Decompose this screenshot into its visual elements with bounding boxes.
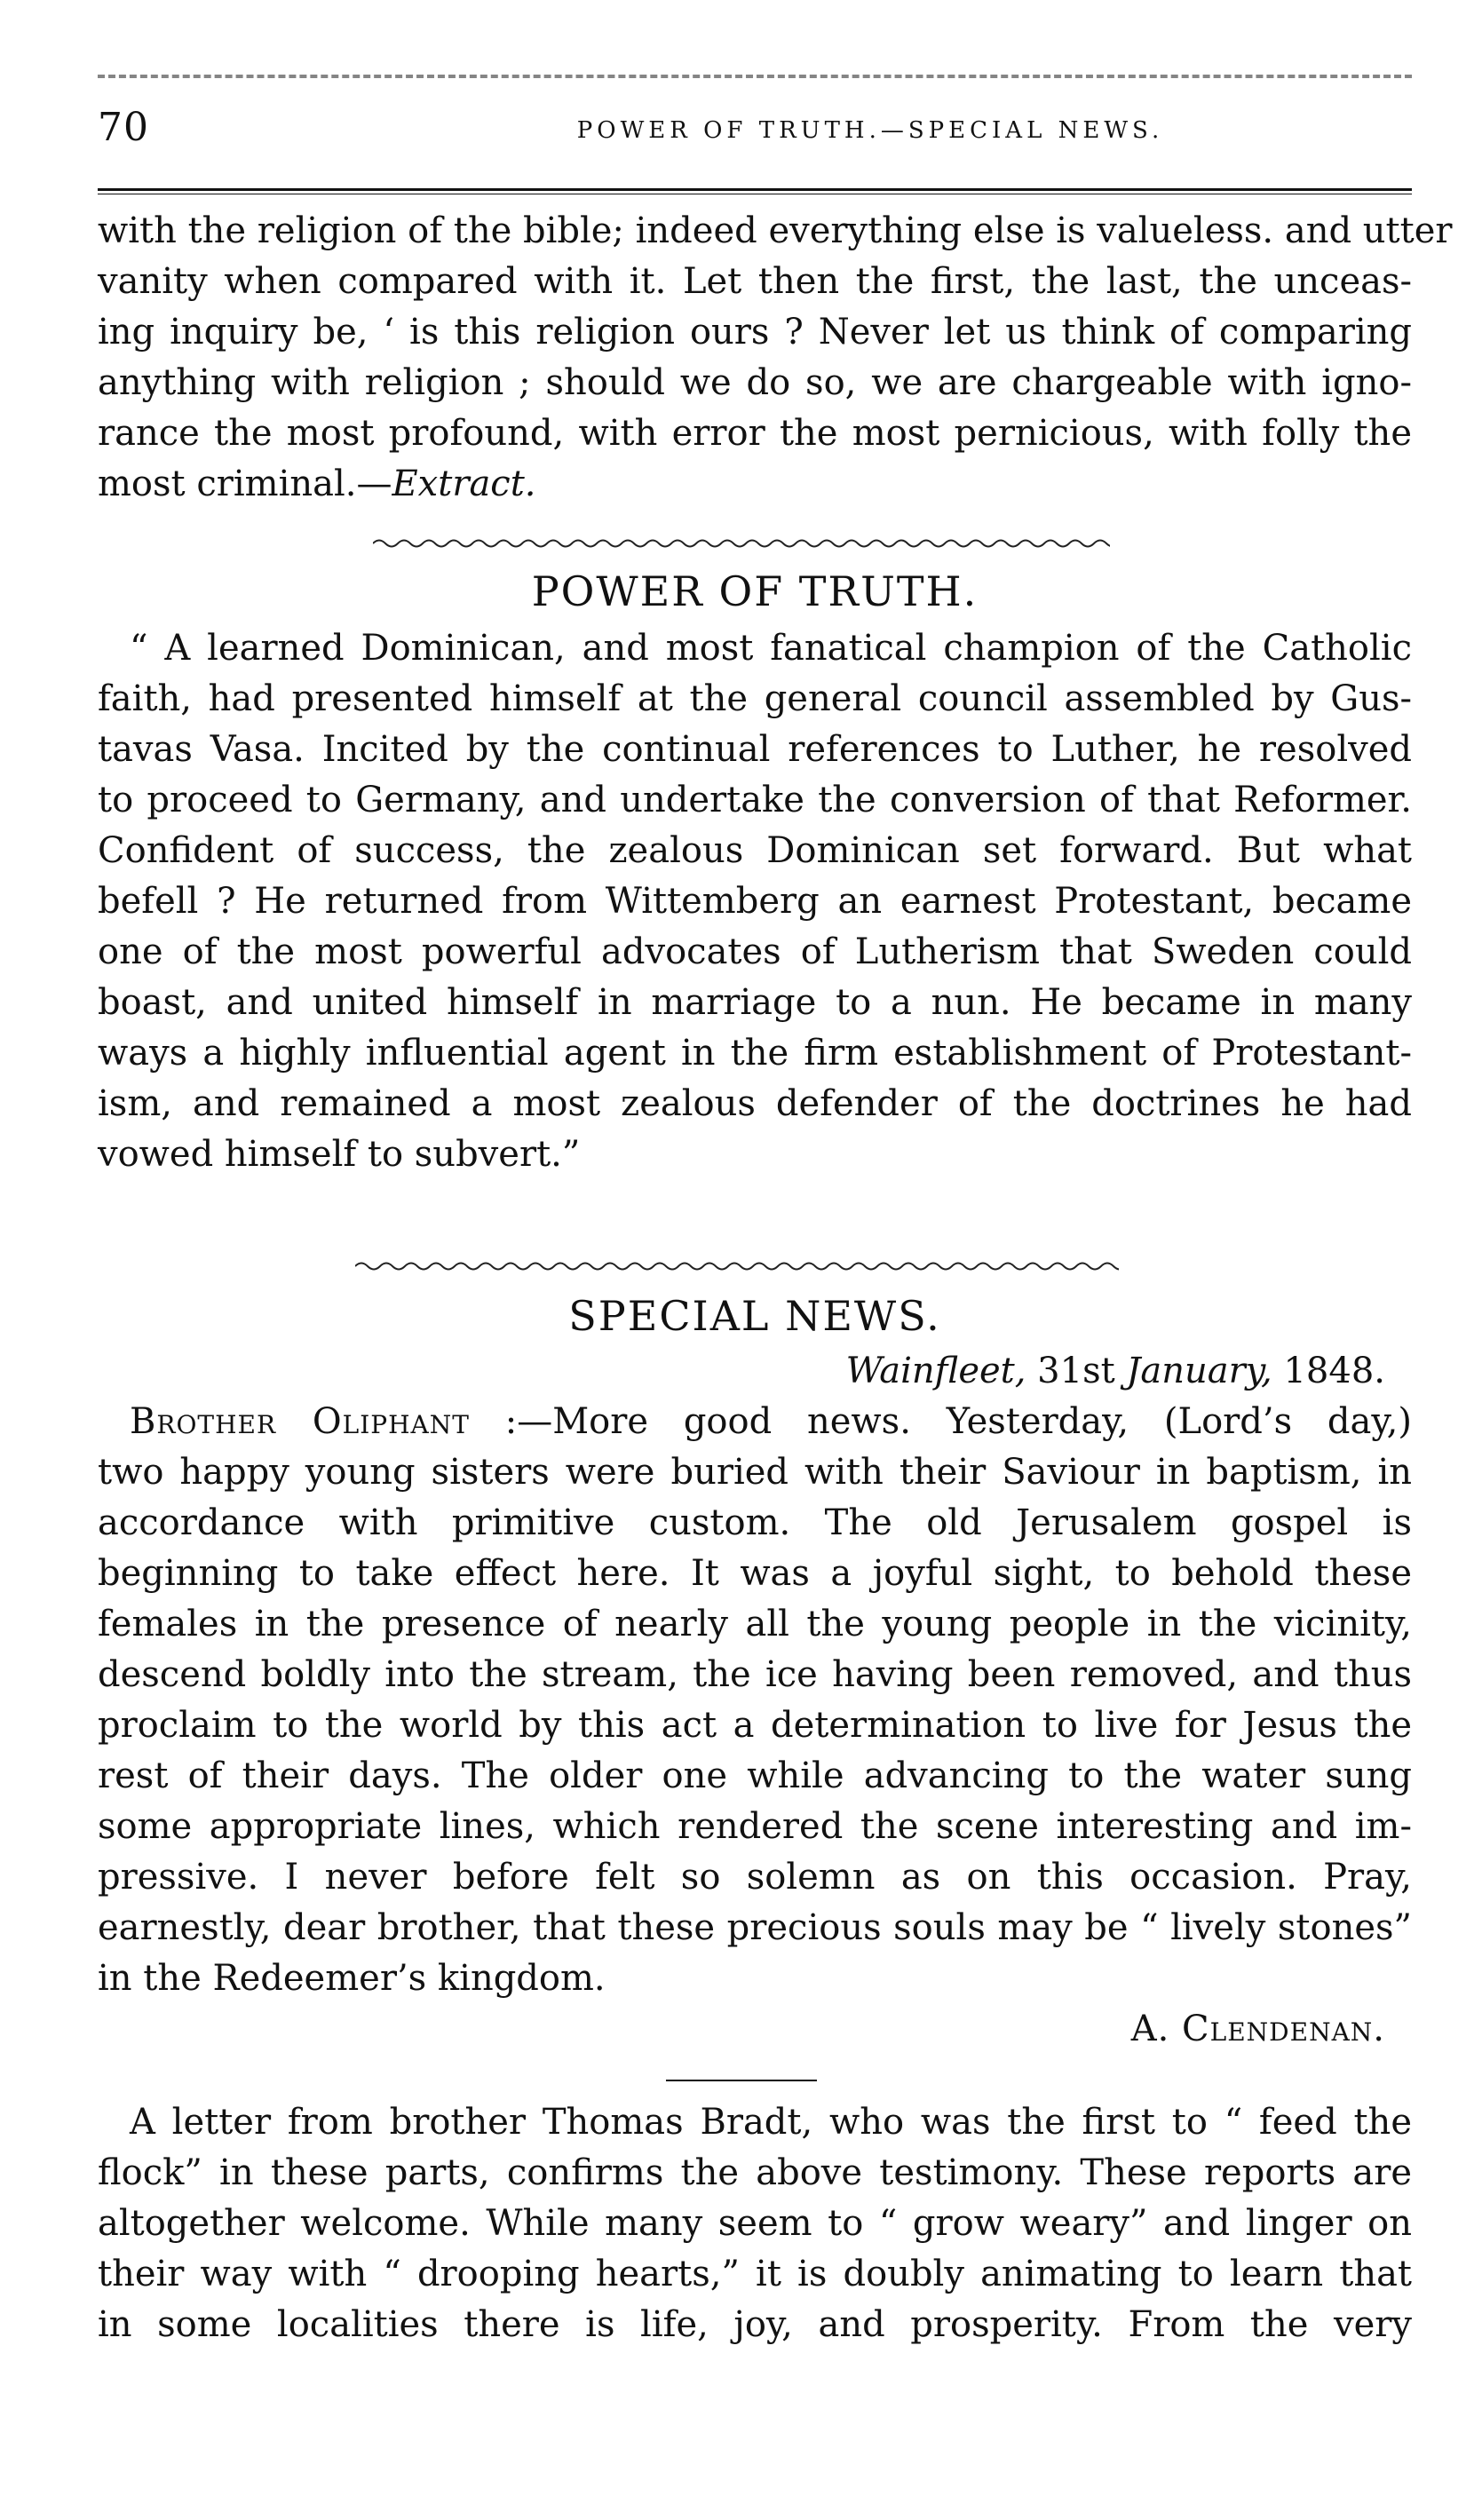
text-line: to proceed to Germany, and undertake the conversion of that Reformer. [98,780,1412,820]
section-heading-power-of-truth: POWER OF TRUTH. [531,567,979,615]
text-line: boast, and united himself in marriage to a nun. He became in many [98,982,1412,1023]
text-line: ing inquiry be, ‘ is this religion ours ? Never let us think of comparing [98,312,1412,353]
text-line [98,1397,1412,1447]
text-line: rest of their days. The older one while advancing to the water sung [98,1755,1412,1796]
text-line: altogether welcome. While many seem to “ grow weary” and linger on [98,2203,1412,2244]
text-line: pressive. I never before felt so solemn as on this occasion. Pray, [98,1857,1412,1898]
letter-paragraph [98,2097,1412,2350]
header-rule [98,188,1412,194]
dateline-month: January, [1126,1351,1272,1391]
top-edge-speckles [98,75,1412,85]
text-line: with the religion of the bible; indeed everything else is valueless. and utter [98,210,1453,251]
wavy-divider [355,1259,1119,1273]
text-line: descend boldly into the stream, the ice having been removed, and thus [98,1654,1412,1695]
text-line: faith, had presented himself at the general council assembled by Gus- [98,678,1412,719]
extract-source: Extract. [392,464,536,504]
text-line: proclaim to the world by this act a determination to live for Jesus the [98,1705,1412,1746]
salutation: Brother Oliphant [130,1401,470,1442]
text-line: beginning to take effect here. It was a joyful sight, to behold these [98,1553,1412,1594]
text-line: vowed himself to subvert.” [98,1134,581,1175]
text-line: flock” in these parts, confirms the above testimony. These reports are [98,2152,1412,2193]
section-heading-special-news: SPECIAL NEWS. [568,1292,941,1340]
running-title: POWER OF TRUTH.—SPECIAL NEWS. [576,117,1164,144]
text-line: ism, and remained a most zealous defender of the doctrines he had [98,1083,1412,1124]
running-head [98,105,1412,167]
text-line: two happy young sisters were buried with their Saviour in baptism, in [98,1452,1412,1493]
extract-paragraph [98,206,1453,510]
power-of-truth-paragraph [98,623,1412,1180]
text-line: ways a highly influential agent in the firm establishment of Protestant- [98,1033,1412,1074]
extract-last-line: most criminal.— [98,464,392,504]
text-line: one of the most powerful advocates of Lutherism that Sweden could [98,931,1412,972]
text-line: vanity when compared with it. Let then the first, the last, the unceas- [98,261,1412,302]
text-line: rance the most profound, with error the most pernicious, with folly the [98,413,1412,454]
text-line: befell ? He returned from Wittemberg an earnest Protestant, became [98,881,1412,922]
text-line: in some localities there is life, joy, and prosperity. From the very [98,2304,1412,2345]
text-line: earnestly, dear brother, that these precious souls may be “ lively stones” [98,1907,1412,1948]
text-line: their way with “ drooping hearts,” it is doubly animating to learn that [98,2254,1412,2294]
signature: A. Clendenan. [1130,2009,1385,2049]
wavy-divider [373,536,1110,551]
text-line [98,459,1412,510]
page-number: 70 [98,105,149,150]
special-news-letter [98,1346,1412,2055]
text-line: tavas Vasa. Incited by the continual references to Luther, he resolved [98,729,1412,770]
text-line: in the Redeemer’s kingdom. [98,1958,606,1999]
dateline-year: 1848. [1283,1351,1385,1391]
text-line: some appropriate lines, which rendered the scene interesting and im- [98,1806,1412,1847]
dateline-day: 31st [1037,1351,1115,1391]
dateline-place: Wainfleet, [845,1351,1026,1391]
text-line: A letter from brother Thomas Bradt, who was the first to “ feed the [130,2102,1412,2143]
text-line: females in the presence of nearly all the young people in the vicinity, [98,1604,1412,1644]
short-divider-rule [666,2080,817,2081]
text-line: Confident of success, the zealous Dominican set forward. But what [98,830,1412,871]
text-line: “ A learned Dominican, and most fanatical champion of the Catholic [130,628,1412,669]
dateline [98,1346,1412,1397]
text-line: accordance with primitive custom. The old Jerusalem gospel is [98,1502,1412,1543]
text-line: anything with religion ; should we do so, we are chargeable with igno- [98,362,1412,403]
first-line-rest: :—More good news. Yesterday, (Lord’s day,) [504,1401,1412,1442]
